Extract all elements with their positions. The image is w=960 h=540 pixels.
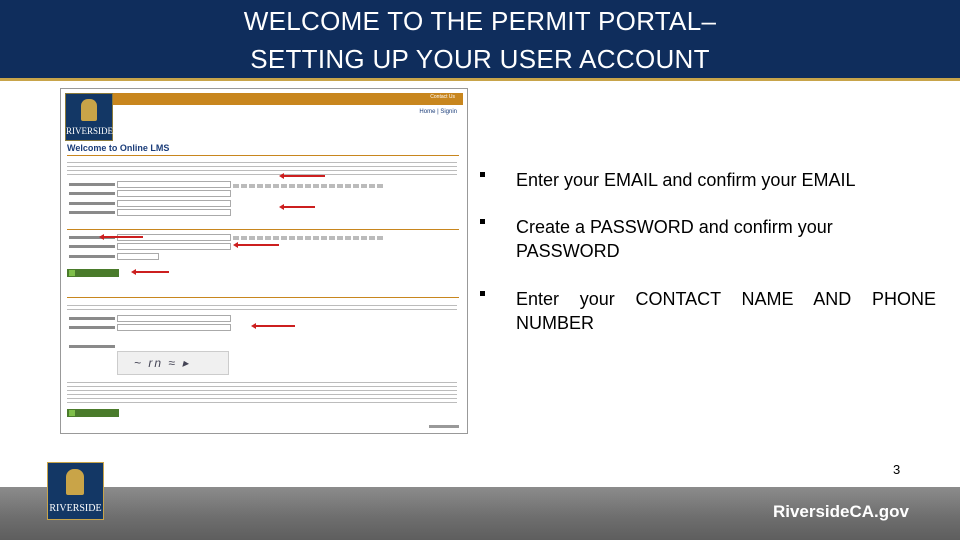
arrow-email [283,175,325,177]
security-question-select [117,315,231,322]
bullet-text: Enter your CONTACT NAME AND PHONE NUMBER [516,289,936,333]
square-bullet-icon [480,291,485,296]
arrow-first-name [103,236,143,238]
field-hint [233,184,383,188]
mailing-address-button [67,269,119,277]
divider [67,229,459,230]
divider [67,297,459,298]
contact-us-link: Contact Us [430,94,455,100]
captcha-image: ~ rn ≈ ▸ [117,351,229,375]
page-number: 3 [893,462,901,477]
divider [67,155,459,156]
confirm-password-field [117,209,231,216]
bell-tower-icon [66,469,84,495]
security-text-block [67,302,457,310]
slide-title-line-2: SETTING UP YOUR USER ACCOUNT [250,44,710,74]
screenshot-header-strip [113,93,463,105]
city-seal-logo [47,462,104,520]
field-label [69,345,115,348]
bullet-text: Create a PASSWORD and confirm your PASSWORD [516,217,833,261]
title-bar [0,0,960,81]
password-field [117,200,231,207]
arrow-password [283,206,315,208]
registration-form-screenshot [60,88,468,434]
bullet-text: Enter your EMAIL and confirm your EMAIL [516,170,856,190]
bell-tower-icon [81,99,97,121]
field-label [69,211,115,214]
field-label [69,255,115,258]
field-label [69,317,115,320]
screenshot-heading: Welcome to Online LMS [67,143,170,153]
finish-registration-button [67,409,119,417]
arrow-security-answer [255,325,295,327]
field-label [69,192,115,195]
screenshot-nav: Home | Signin [419,109,457,115]
footer-site: RiversideCA.gov [772,502,909,521]
field-label [69,245,115,248]
arrow-mailing-address [135,271,169,273]
square-bullet-icon [480,172,485,177]
logo-text: RIVERSIDE [66,126,113,136]
email-field [117,181,231,188]
field-label [69,326,115,329]
confirm-email-field [117,190,231,197]
instructions-text-block [67,159,457,177]
phone-number-field [117,253,159,260]
field-label [69,183,115,186]
footer-bar [0,487,960,540]
screen-id [429,425,459,428]
square-bullet-icon [480,219,485,224]
riverside-logo [65,93,113,141]
slide-title-line-1: WELCOME TO THE PERMIT PORTAL– [243,6,717,36]
last-name-field [117,243,231,250]
field-label [69,202,115,205]
privacy-text-block [67,379,457,405]
security-answer-field [117,324,231,331]
seal-text: RIVERSIDE [49,503,102,514]
arrow-last-name [237,244,279,246]
field-hint [233,236,383,240]
